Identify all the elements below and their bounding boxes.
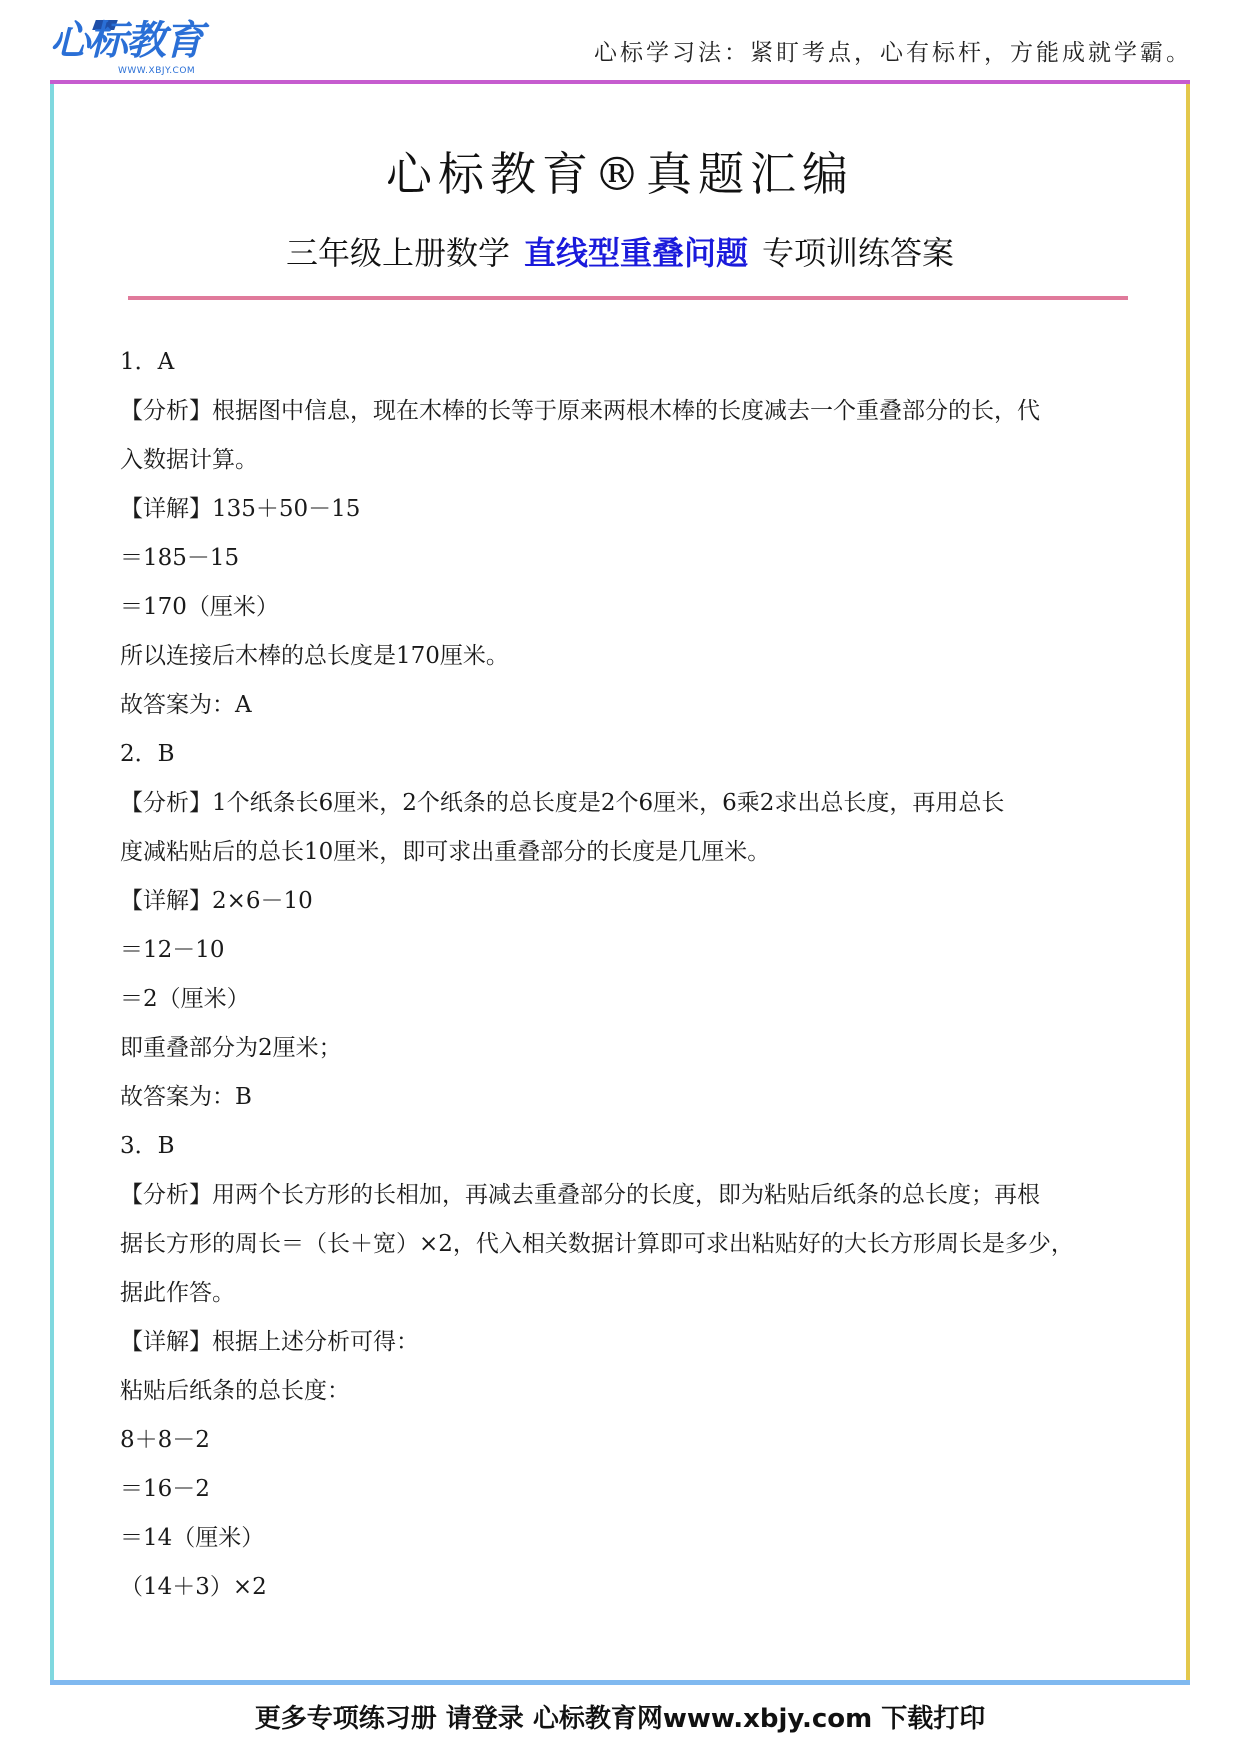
content-line: ＝14（厘米） bbox=[120, 1525, 265, 1551]
content-line: ＝12－10 bbox=[120, 937, 225, 963]
content-line: （14＋3）×2 bbox=[120, 1574, 267, 1600]
content-line: 度减粘贴后的总长10厘米，即可求出重叠部分的长度是几厘米。 bbox=[120, 839, 771, 865]
content-line: 【详解】2×6－10 bbox=[120, 888, 313, 914]
title-divider bbox=[128, 296, 1128, 300]
page-footer: 更多专项练习册 请登录 心标教育网www.xbjy.com 下载打印 bbox=[254, 1704, 986, 1734]
content-line: 入数据计算。 bbox=[120, 447, 258, 473]
content-line: 粘贴后纸条的总长度： bbox=[120, 1378, 350, 1404]
sub-title-topic: 直线型重叠问题 bbox=[523, 234, 748, 272]
content-line: ＝16－2 bbox=[120, 1476, 210, 1502]
content-line: ＝170（厘米） bbox=[120, 594, 279, 620]
content-line: 即重叠部分为2厘米； bbox=[120, 1035, 342, 1061]
header-divider bbox=[50, 80, 1190, 84]
content-line: 【分析】用两个长方形的长相加，再减去重叠部分的长度，即为粘贴后纸条的总长度；再根 bbox=[120, 1182, 1040, 1208]
content-line: 故答案为：A bbox=[120, 692, 252, 718]
main-title: 心标教育®真题汇编 bbox=[386, 147, 854, 201]
sub-title-suffix: 专项训练答案 bbox=[762, 234, 955, 272]
frame-right-border bbox=[1186, 84, 1190, 1680]
content-line: 【详解】135＋50－15 bbox=[120, 496, 361, 522]
content-line: 据长方形的周长＝（长＋宽）×2，代入相关数据计算即可求出粘贴好的大长方形周长是多少， bbox=[120, 1231, 1074, 1257]
sub-title-prefix: 三年级上册数学 bbox=[285, 234, 510, 272]
content-line: 1．A bbox=[120, 349, 175, 375]
content-line: 故答案为：B bbox=[120, 1084, 252, 1110]
frame-left-border bbox=[50, 84, 54, 1680]
header-slogan: 心标学习法：紧盯考点，心有标杆，方能成就学霸。 bbox=[594, 40, 1192, 66]
page-header bbox=[0, 0, 1240, 80]
content-line: 2．B bbox=[120, 741, 175, 767]
content-line: 3．B bbox=[120, 1133, 175, 1159]
frame-bottom-border bbox=[50, 1680, 1190, 1685]
content-line: 所以连接后木棒的总长度是170厘米。 bbox=[120, 643, 509, 669]
logo-url: WWW.XBJY.COM bbox=[118, 66, 196, 76]
logo bbox=[50, 18, 210, 78]
content-line: 据此作答。 bbox=[120, 1280, 235, 1306]
sub-title bbox=[0, 228, 1240, 274]
content-line: 【详解】根据上述分析可得： bbox=[120, 1329, 419, 1355]
content-line: ＝2（厘米） bbox=[120, 986, 250, 1012]
content-line: 【分析】根据图中信息，现在木棒的长等于原来两根木棒的长度减去一个重叠部分的长，代 bbox=[120, 398, 1040, 424]
logo-text: 心标教育 bbox=[50, 18, 202, 64]
content-line: 8＋8－2 bbox=[120, 1427, 210, 1453]
answer-content bbox=[120, 338, 1130, 1612]
content-line: ＝185－15 bbox=[120, 545, 240, 571]
content-line: 【分析】1个纸条长6厘米，2个纸条的总长度是2个6厘米，6乘2求出总长度，再用总长 bbox=[120, 790, 1005, 816]
